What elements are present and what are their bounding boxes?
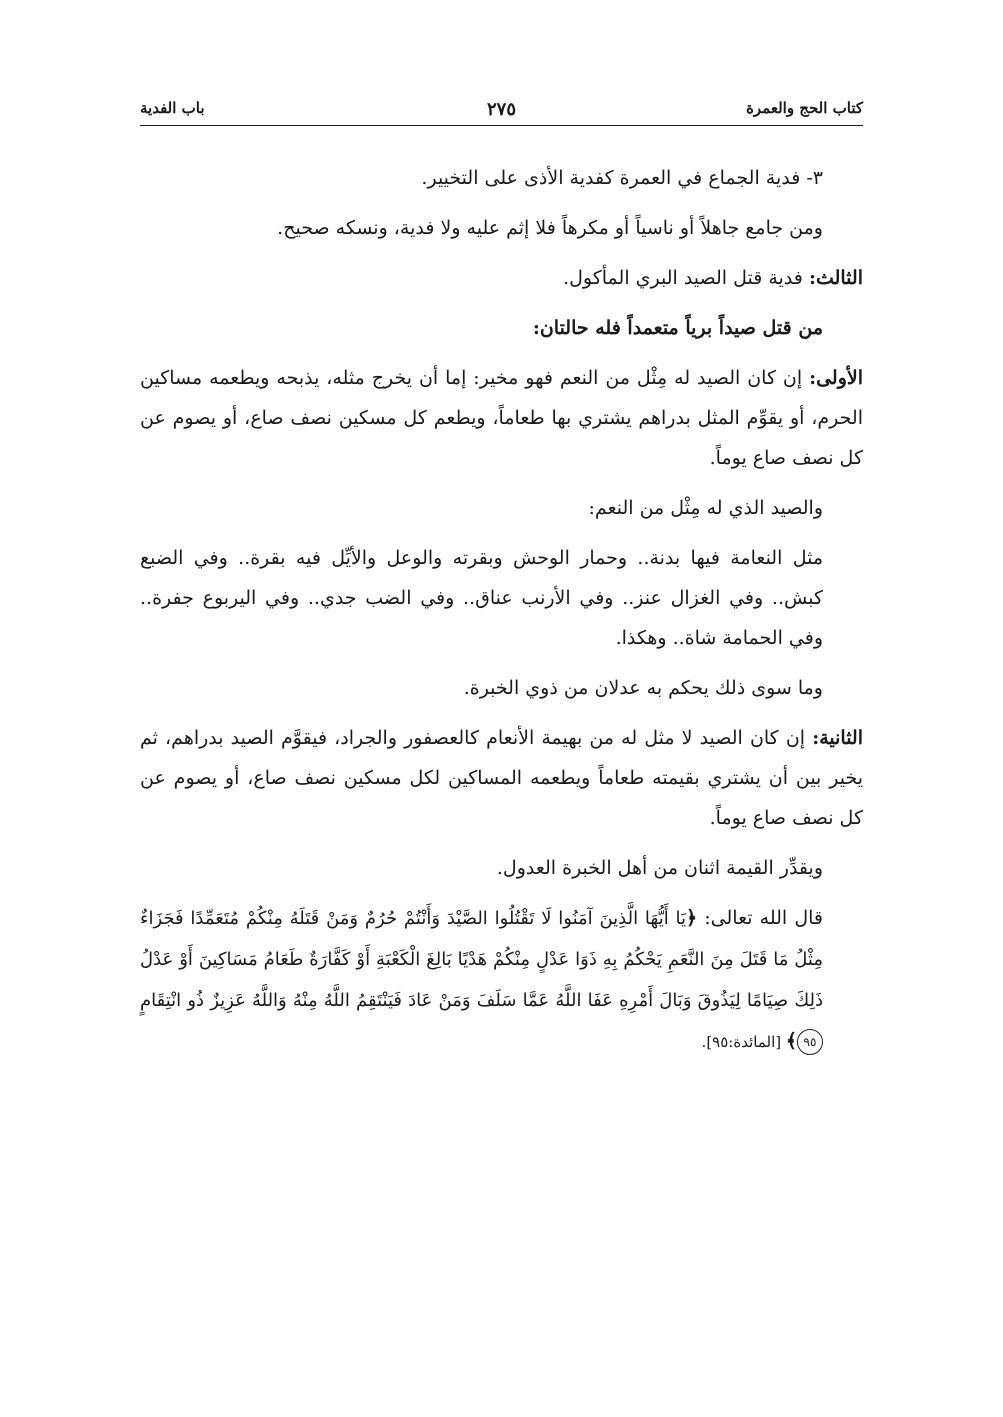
ayah-number-marker: ٩٥ xyxy=(797,1029,823,1055)
paragraph-9-text: إن كان الصيد لا مثل له من بهيمة الأنعام كالعصفور والجراد، فيقوَّم الصيد بدراهم، ثم يخير بين أن يشتري بقيمته طعاماً ويطعمه المساكين لكل مسكين نصف صاع، أو يصوم عن كل نصف صاع يوماً. xyxy=(140,727,863,829)
paragraph-4: من قتل صيداً برياً متعمداً فله حالتان: xyxy=(532,317,823,339)
case-label-first: الأولى: xyxy=(809,367,863,389)
quran-quote xyxy=(140,898,863,1062)
paragraph-1: ٣- فدية الجماع في العمرة كفدية الأذى على التخيير. xyxy=(421,167,823,189)
quote-open-bracket: ﴿ xyxy=(686,907,698,929)
paragraph-5-text: إن كان الصيد له مِثْل من النعم فهو مخير: إما أن يخرج مثله، يذبحه ويطعمه مساكين الحرم، أو يقوِّم المثل بدراهم يشتري بها طعاماً، ويطعم كل مسكين نصف صاع، أو يصوم عن كل نصف صاع يوماً. xyxy=(140,367,863,469)
chapter-title: باب الفدية xyxy=(140,99,205,117)
page-header xyxy=(140,97,863,126)
page-body xyxy=(140,158,863,1258)
quote-close-bracket: ﴾ xyxy=(785,1030,797,1052)
section-label-third: الثالث: xyxy=(808,267,863,289)
quote-intro: قال الله تعالى: xyxy=(697,907,823,929)
case-label-second: الثانية: xyxy=(812,727,863,749)
paragraph-5 xyxy=(140,358,863,478)
quote-reference: [المائدة:٩٥]. xyxy=(701,1033,786,1051)
paragraph-2: ومن جامع جاهلاً أو ناسياً أو مكرهاً فلا إثم عليه ولا فدية، ونسكه صحيح. xyxy=(277,217,823,239)
paragraph-7: مثل النعامة فيها بدنة.. وحمار الوحش وبقرته والوعل والأيِّل فيه بقرة.. وفي الضبع كبش.. وفي الغزال عنز.. وفي الأرنب عناق.. وفي الضب جدي.. وفي اليربوع جفرة.. وفي الحمامة شاة.. وهكذا. xyxy=(140,547,823,649)
paragraph-8: وما سوى ذلك يحكم به عدلان من ذوي الخبرة. xyxy=(463,677,823,699)
paragraph-3-text: فدية قتل الصيد البري المأكول. xyxy=(563,267,809,289)
paragraph-6: والصيد الذي له مِثْل من النعم: xyxy=(588,497,823,519)
page-number: ٢٧٥ xyxy=(486,99,517,120)
book-title: كتاب الحج والعمرة xyxy=(746,99,863,117)
paragraph-9 xyxy=(140,718,863,838)
quran-verse-text: يَا أَيُّهَا الَّذِينَ آمَنُوا لَا تَقْتُلُوا الصَّيْدَ وَأَنْتُمْ حُرُمٌ وَمَنْ قَتَلَهُ مِنْكُمْ مُتَعَمِّدًا فَجَزَاءٌ مِثْلُ مَا قَتَلَ مِنَ النَّعَمِ يَحْكُمُ بِهِ ذَوَا عَدْلٍ مِنْكُمْ هَدْيًا بَالِغَ الْكَعْبَةِ أَوْ كَفَّارَةٌ طَعَامُ مَسَاكِينَ أَوْ عَدْلُ ذَلِكَ صِيَامًا لِيَذُوقَ وَبَالَ أَمْرِهِ عَفَا اللَّهُ عَمَّا سَلَفَ وَمَنْ عَادَ فَيَنْتَقِمُ اللَّهُ مِنْهُ وَاللَّهُ عَزِيزٌ ذُو انْتِقَامٍ xyxy=(140,908,823,1011)
paragraph-3 xyxy=(140,258,863,298)
paragraph-10: ويقدِّر القيمة اثنان من أهل الخبرة العدول. xyxy=(496,857,823,879)
